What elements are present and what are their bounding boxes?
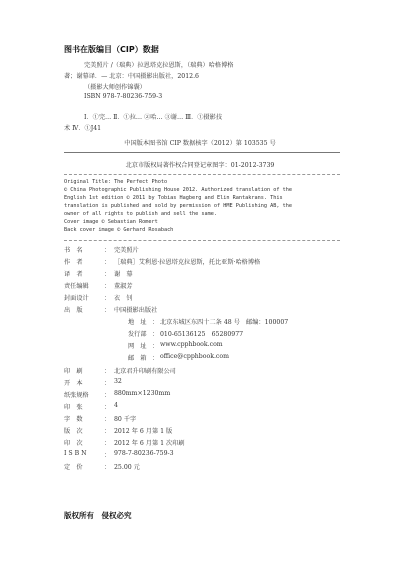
- english-line: Original Title: The Perfect Photo: [64, 179, 168, 185]
- label: 封面设计: [64, 295, 89, 302]
- cip-title: 图书在版编目（CIP）数据: [64, 45, 159, 54]
- copyright-registration: 北京市版权局著作权合同登记章图字：01-2012-3739: [125, 162, 275, 169]
- colophon-format: 开 本 ： 32: [64, 378, 122, 387]
- colophon-editor: 责任编辑 ： 董淑芳: [64, 283, 133, 290]
- label: 开 本: [64, 380, 83, 387]
- value: 4: [114, 402, 118, 409]
- value: 80 千字: [114, 416, 137, 423]
- english-line: translation is published and sold by permission of HME Publishing AB, the: [64, 203, 292, 209]
- value: 32: [114, 378, 122, 385]
- colophon-isbn: I S B N ： 978-7-80236-759-3: [64, 450, 174, 459]
- value: office@cpphbook.com: [160, 353, 229, 360]
- colophon-email: 邮 箱 ： office@cpphbook.com: [128, 353, 229, 362]
- cip-line: （摄影大师创作锦囊）: [84, 84, 146, 91]
- label: 印 张: [64, 404, 83, 411]
- colophon-author: 作 者 ： ［瑞典］艾利恩·拉恩塔克拉恩斯，托比亚斯·哈格博格: [64, 259, 261, 266]
- value: 衣 钊: [114, 295, 133, 302]
- value: ［瑞典］艾利恩·拉恩塔克拉恩斯，托比亚斯·哈格博格: [114, 259, 261, 266]
- value: 010-65136125 65280977: [160, 331, 244, 338]
- colophon-sheets: 印 张 ： 4: [64, 402, 118, 411]
- divider: [64, 174, 340, 175]
- english-line: Back cover image © Gerhard Rosabach: [64, 227, 174, 233]
- colophon-book: 书 名 ： 完美照片: [64, 247, 139, 254]
- english-line: English 1st edition © 2011 by Tobias Hagberg and Elin Rantakrans. This: [64, 195, 283, 201]
- divider: [64, 152, 340, 153]
- colophon-publisher: 出 版 ： 中国摄影出版社: [64, 307, 158, 314]
- label: 网 址: [128, 343, 147, 350]
- colophon-edition: 版 次 ： 2012 年 6 月第 1 版: [64, 428, 173, 435]
- colophon-printer: 印 刷 ： 北京君升印刷有限公司: [64, 368, 176, 375]
- cip-line: 著；谢幕译．— 北京：中国摄影出版社，2012.6: [64, 73, 199, 80]
- colophon-word-count: 字 数 ： 80 千字: [64, 416, 137, 423]
- english-line: © China Photographic Publishing House 2012. Authorized translation of the: [64, 187, 292, 193]
- label: 印 次: [64, 440, 83, 447]
- cip-line: 完美照片 /（瑞典）拉恩塔克拉恩斯，（瑞典）哈格博格: [84, 62, 234, 69]
- value: 880mm×1230mm: [114, 390, 171, 397]
- label: 纸张规格: [64, 392, 89, 399]
- english-line: owner of all rights to publish and sell the same.: [64, 211, 218, 217]
- value: 完美照片: [114, 247, 139, 254]
- colophon-website: 网 址 ： www.cpphbook.com: [128, 341, 223, 350]
- colophon-printing: 印 次 ： 2012 年 6 月第 1 次印刷: [64, 440, 185, 447]
- value: 中国摄影出版社: [114, 307, 158, 314]
- cip-isbn: ISBN 978-7-80236-759-3: [84, 93, 163, 100]
- label: 出 版: [64, 307, 83, 314]
- label: 译 者: [64, 271, 83, 278]
- value: 25.00 元: [114, 464, 140, 471]
- colophon-distribution: 发行部 ： 010-65136125 65280977: [128, 331, 244, 338]
- rights-notice: 版权所有 侵权必究: [64, 511, 132, 520]
- colophon-price: 定 价 ： 25.00 元: [64, 464, 140, 471]
- value: 2012 年 6 月第 1 版: [114, 428, 173, 435]
- colophon-paper-size: 纸张规格 ： 880mm×1230mm: [64, 390, 171, 399]
- colophon-cover: 封面设计 ： 衣 钊: [64, 295, 133, 302]
- value: 谢 幕: [114, 271, 133, 278]
- cip-number: 中国版本图书馆 CIP 数据核字（2012）第 103535 号: [124, 140, 276, 147]
- label: 定 价: [64, 464, 83, 471]
- value: 北京君升印刷有限公司: [114, 368, 176, 375]
- cip-classification: Ⅰ．①完… Ⅱ．①拉… ②哈… ③谢… Ⅲ．①摄影技: [84, 114, 223, 121]
- label: 发行部: [128, 331, 147, 338]
- colophon-address: 地 址 ： 北京东城区东四十二条 48 号 邮编：100007: [128, 319, 289, 326]
- label: 书 名: [64, 247, 83, 254]
- label: 印 刷: [64, 368, 83, 375]
- value: www.cpphbook.com: [160, 341, 223, 348]
- cip-classification-cont: 术 Ⅳ．①J41: [64, 125, 102, 132]
- label: I S B N: [64, 450, 87, 457]
- label: 地 址: [128, 319, 147, 326]
- english-line: Cover image © Sebastian Romert: [64, 219, 158, 225]
- label: 邮 箱: [128, 355, 147, 362]
- value: 董淑芳: [114, 283, 133, 290]
- colophon-translator: 译 者 ： 谢 幕: [64, 271, 133, 278]
- label: 作 者: [64, 259, 83, 266]
- label: 版 次: [64, 428, 83, 435]
- value: 978-7-80236-759-3: [114, 450, 174, 457]
- value: 北京东城区东四十二条 48 号 邮编：100007: [160, 319, 289, 326]
- label: 责任编辑: [64, 283, 89, 290]
- divider: [64, 240, 340, 241]
- value: 2012 年 6 月第 1 次印刷: [114, 440, 185, 447]
- label: 字 数: [64, 416, 83, 423]
